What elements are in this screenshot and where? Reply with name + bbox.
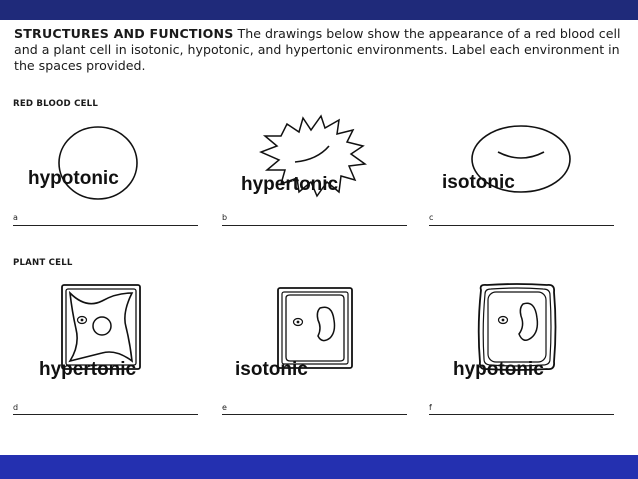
blank-letter-a: a [13,213,18,222]
answer-blank-c[interactable] [429,225,614,226]
answer-d[interactable]: hypertonic [39,359,137,380]
red-blood-cell-section-label: RED BLOOD CELL [13,99,98,109]
answer-b[interactable]: hypertonic [241,174,339,195]
answer-c[interactable]: isotonic [442,172,515,193]
top-banner [0,0,638,20]
blank-letter-f: f [429,403,432,412]
instructions-heading: STRUCTURES AND FUNCTIONS [14,26,234,41]
answer-blank-e[interactable] [222,414,407,415]
answer-a[interactable]: hypotonic [28,168,119,189]
answer-blank-f[interactable] [429,414,614,415]
answer-blank-d[interactable] [13,414,198,415]
answer-blank-b[interactable] [222,225,407,226]
answer-blank-a[interactable] [13,225,198,226]
instructions [14,26,626,74]
swollen-red-blood-cell-drawing [58,126,142,204]
plasmolyzed-plant-cell-drawing [60,283,142,371]
answer-f[interactable]: hypotonic [453,359,544,380]
plant-cell-section-label: PLANT CELL [13,258,73,268]
bottom-banner [0,455,638,479]
blank-letter-d: d [13,403,19,412]
blank-letter-c: c [429,213,434,222]
instructions-text: The drawings below show the appearance of a red blood cell and a plant cell in isotonic, hypotonic, and hypertonic environments. Label each environment in the spaces provided. [14,26,621,73]
answer-e[interactable]: isotonic [235,359,308,380]
blank-letter-e: e [222,403,227,412]
blank-letter-b: b [222,213,228,222]
normal-plant-cell-drawing [276,286,354,370]
